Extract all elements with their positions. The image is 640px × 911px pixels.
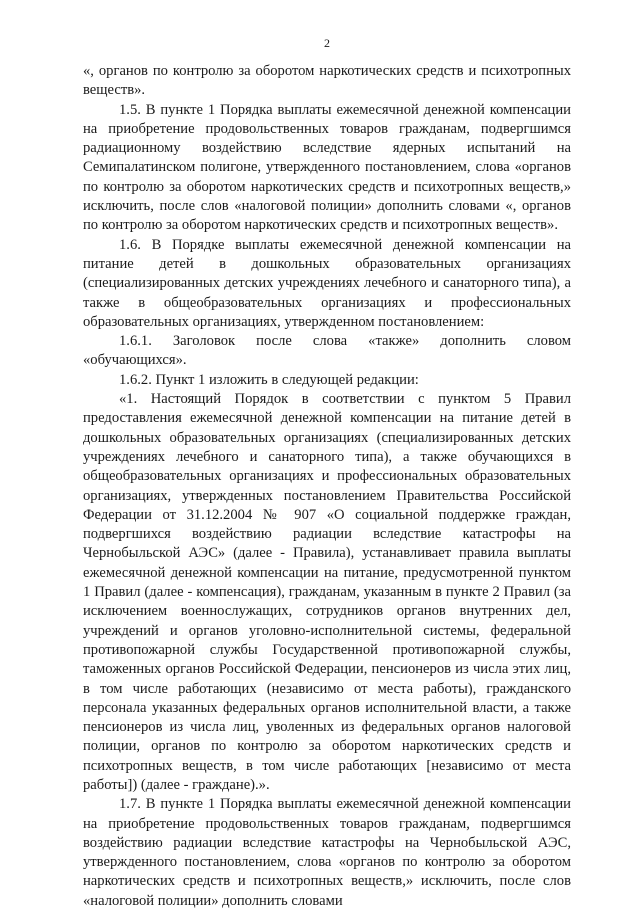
paragraph-1-7: 1.7. В пункте 1 Порядка выплаты ежемесячной денежной компенсации на приобретение продовольственных товаров гражданам, подвергшимся воздействию радиации вследствие катастрофы на Чернобыльской АЭС, утвержденного постановлением, слова «органов по контролю за оборотом наркотических средств и психотропных веществ,» исключить, после слов «налоговой полиции» дополнить словами: [83, 796, 571, 909]
paragraph-1-6-1: 1.6.1. Заголовок после слова «также» дополнить словом «обучающихся».: [83, 333, 571, 369]
paragraph-1-6-2: 1.6.2. Пункт 1 изложить в следующей редакции:: [119, 371, 419, 388]
paragraph-quoted-point-1: «1. Настоящий Порядок в соответствии с пунктом 5 Правил предоставления ежемесячной денежной компенсации на питание детей в дошкольных образовательных организациях (специализированных детских учреждениях лечебного и санаторного типа), а также обучающихся в общеобразовательных организациях и профессиональных образовательных организациях, утвержденных постановлением Правительства Российской Федерации от 31.12.2004 № 907 «О социальной поддержке граждан, подвергшихся воздействию радиации вследствие катастрофы на Чернобыльской АЭС» (далее - Правила), устанавливает правила выплаты ежемесячной денежной компенсации на питание, предусмотренной пунктом 1 Правил (далее - компенсация), гражданам, указанным в пункте 2 Правил (за исключением военнослужащих, сотрудников органов внутренних дел, учреждений и органов уголовно-исполнительной системы, федеральной противопожарной службы Государственной противопожарной службы, таможенных органов Российской Федерации, пенсионеров из числа этих лиц, в том числе работающих (независимо от места работы), гражданского персонала указанных федеральных органов исполнительной власти, а также пенсионеров из числа лиц, уволенных из федеральных органов налоговой полиции, органов по контролю за оборотом наркотических средств и психотропных веществ, в том числе работающих [независимо от места работы]) (далее - граждане).».: [83, 391, 571, 793]
paragraph-1-5: 1.5. В пункте 1 Порядка выплаты ежемесячной денежной компенсации на приобретение продовольственных товаров гражданам, подвергшимся радиационному воздействию вследствие ядерных испытаний на Семипалатинском полигоне, утвержденного постановлением, слова «органов по контролю за оборотом наркотических средств и психотропных веществ,» исключить, после слов «налоговой полиции» дополнить словами «, органов по контролю за оборотом наркотических средств и психотропных веществ».: [83, 101, 571, 234]
document-page: [83, 36, 571, 911]
paragraph-continuation: «, органов по контролю за оборотом наркотических средств и психотропных веществ».: [83, 63, 571, 99]
page-number: 2: [324, 36, 330, 50]
paragraph-1-6: 1.6. В Порядке выплаты ежемесячной денежной компенсации на питание детей в дошкольных образовательных организациях (специализированных детских учреждениях лечебного и санаторного типа), а также в общеобразовательных организациях и профессиональных образовательных организациях, утвержденном постановлением:: [83, 236, 571, 330]
